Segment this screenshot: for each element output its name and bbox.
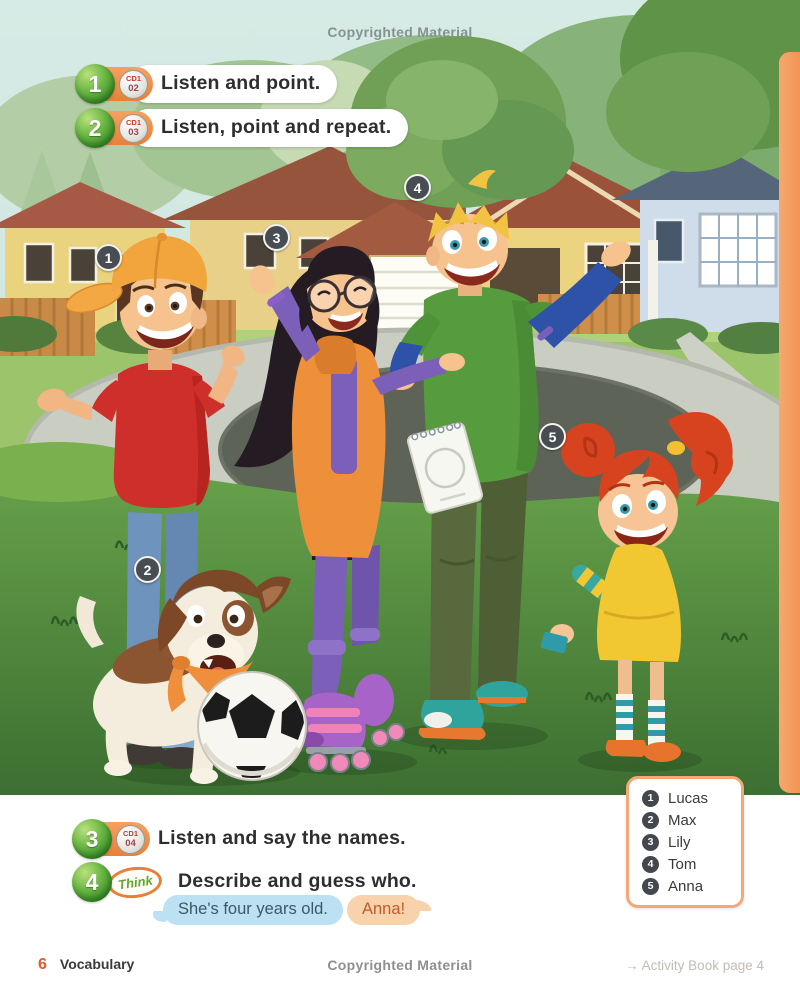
cd-icon: CD1 02 xyxy=(119,70,148,99)
activity-2-text: Listen, point and repeat. xyxy=(161,116,392,138)
side-stripe xyxy=(779,52,800,793)
activity-1 xyxy=(75,63,337,105)
activity-2 xyxy=(75,107,408,149)
copyright-top: Copyrighted Material xyxy=(327,24,473,40)
speech-bubble-answer: Anna! xyxy=(347,895,420,925)
cd-icon: CD1 04 xyxy=(116,825,145,854)
names-box xyxy=(626,776,744,908)
activity-1-text-pill xyxy=(129,65,337,103)
activity-3-text-pill xyxy=(126,820,423,858)
activity-book-link: → Activity Book page 4 xyxy=(625,958,764,973)
scene-marker-3: 3 xyxy=(263,224,290,251)
footer xyxy=(0,952,800,982)
activity-1-text: Listen and point. xyxy=(161,72,321,94)
activity-4-text-pill xyxy=(168,863,434,901)
name-item-tom: 4 Tom xyxy=(642,853,735,875)
name-item-lucas: 1 Lucas xyxy=(642,787,735,809)
activity-3 xyxy=(72,818,423,860)
name-item-anna: 5 Anna xyxy=(642,875,735,897)
scene-marker-2: 2 xyxy=(134,556,161,583)
page-number: 6 xyxy=(38,956,47,973)
activity-1-number: 1 xyxy=(75,64,115,104)
activity-3-text: Listen and say the names. xyxy=(158,827,406,849)
activity-4-text: Describe and guess who. xyxy=(178,870,417,892)
scene-marker-4: 4 xyxy=(404,174,431,201)
cd-icon: CD1 03 xyxy=(119,114,148,143)
section-label: Vocabulary xyxy=(59,956,135,972)
speech-bubble-question: She's four years old. xyxy=(163,895,343,925)
activity-4-number: 4 xyxy=(72,862,112,902)
rollerblade-left xyxy=(300,693,370,773)
think-icon: Think xyxy=(107,864,164,900)
scene-marker-5: 5 xyxy=(539,423,566,450)
activity-2-text-pill xyxy=(129,109,408,147)
activity-4 xyxy=(72,861,434,903)
copyright-bottom: Copyrighted Material xyxy=(327,957,473,973)
scene-marker-1: 1 xyxy=(95,244,122,271)
name-item-max: 2 Max xyxy=(642,809,735,831)
soccer-ball xyxy=(198,672,306,780)
activity-2-number: 2 xyxy=(75,108,115,148)
name-item-lily: 3 Lily xyxy=(642,831,735,853)
activity-3-number: 3 xyxy=(72,819,112,859)
